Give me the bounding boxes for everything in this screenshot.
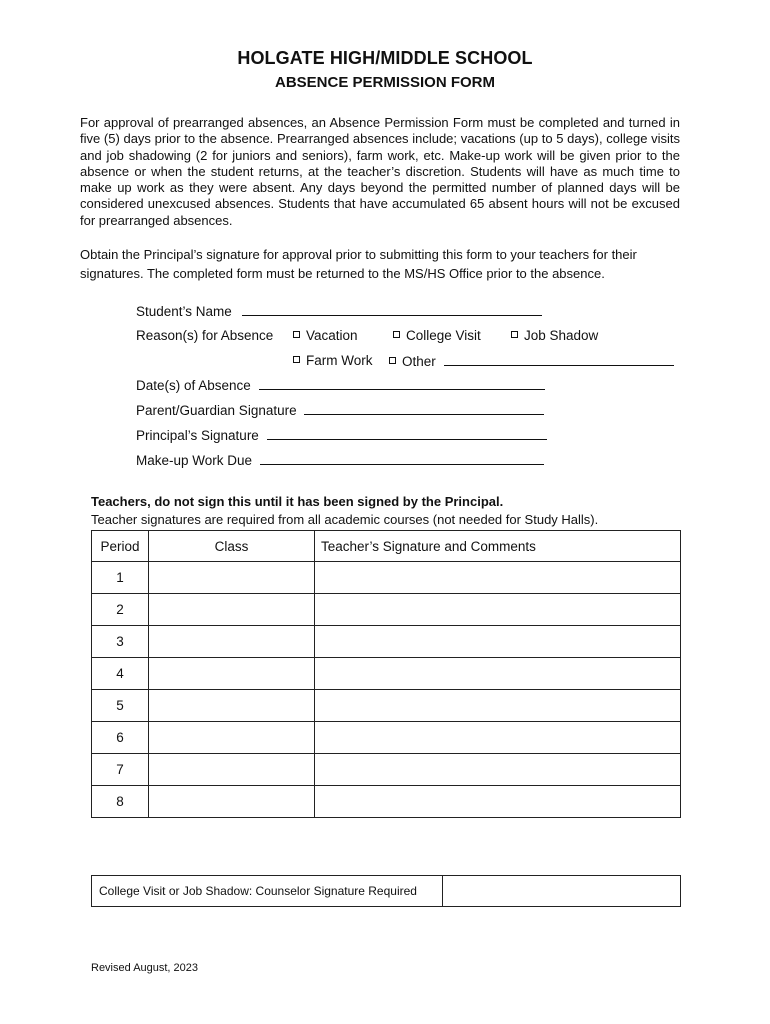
dates-field[interactable] [259,377,545,390]
principal-signature-label: Principal’s Signature [136,428,259,443]
table-row [92,562,681,594]
revision-date: Revised August, 2023 [91,962,199,974]
table-header-row [92,531,681,562]
period-cell: 6 [92,722,149,754]
signature-header: Teacher’s Signature and Comments [315,531,681,562]
class-cell[interactable] [149,562,315,594]
principal-signature-field[interactable] [267,427,547,440]
table-row [92,626,681,658]
counselor-row [92,876,681,907]
vacation-label: Vacation [306,328,358,343]
reason-option-job-shadow[interactable] [511,328,598,343]
table-row [92,658,681,690]
parent-signature-field[interactable] [304,402,544,415]
other-checkbox[interactable] [389,357,396,364]
makeup-due-label: Make-up Work Due [136,453,253,468]
signature-cell[interactable] [315,786,681,818]
teacher-note: Teacher signatures are required from all academic courses (not needed for Study Halls). [91,512,599,527]
teacher-signature-table [91,530,681,818]
principal-instructions: Obtain the Principal’s signature for approval prior to submitting this form to your teachers for their signatures. The completed form must be returned to the MS/HS Office prior to the absence. [80,247,637,281]
table-row [92,754,681,786]
period-cell: 7 [92,754,149,786]
parent-signature-label: Parent/Guardian Signature [136,403,297,418]
period-cell: 8 [92,786,149,818]
other-reason-field[interactable] [444,353,674,366]
table-row [92,786,681,818]
signature-cell[interactable] [315,626,681,658]
counselor-label: College Visit or Job Shadow: Counselor Signature Required [92,876,443,907]
counselor-signature-table [91,875,681,907]
instructions-paragraph: For approval of prearranged absences, an Absence Permission Form must be completed and turned in five (5) days prior to the absence. Prearranged absences include; vacations (up to 5 days), college visits and job shadowing (2 for juniors and seniors), farm work, etc. Make-up work will be given prior to the absence or when the student returns, at the teacher’s discretion. Students will have as much time to make up work as they were absent. Any days beyond the permitted number of planned days will be considered unexcused absences. Students that have accumulated 65 absent hours will not be excused for prearranged absences. [80,115,680,228]
principal-signature-row [136,427,547,443]
college-visit-label: College Visit [406,328,481,343]
signature-cell[interactable] [315,754,681,786]
student-name-row [136,303,542,319]
period-header: Period [92,531,149,562]
signature-cell[interactable] [315,658,681,690]
reason-label: Reason(s) for Absence [136,328,274,343]
period-cell: 4 [92,658,149,690]
period-cell: 5 [92,690,149,722]
student-name-field[interactable] [242,303,542,316]
class-cell[interactable] [149,722,315,754]
class-cell[interactable] [149,754,315,786]
farm-work-checkbox[interactable] [293,356,300,363]
job-shadow-checkbox[interactable] [511,331,518,338]
job-shadow-label: Job Shadow [524,328,599,343]
school-title: HOLGATE HIGH/MIDDLE SCHOOL [237,48,533,68]
parent-signature-row [136,402,544,418]
table-row [92,690,681,722]
other-label: Other [402,354,436,369]
makeup-due-field[interactable] [260,452,544,465]
signature-cell[interactable] [315,722,681,754]
table-row [92,594,681,626]
farm-work-label: Farm Work [306,353,373,368]
class-header: Class [149,531,315,562]
table-row [92,722,681,754]
vacation-checkbox[interactable] [293,331,300,338]
signature-cell[interactable] [315,562,681,594]
dates-label: Date(s) of Absence [136,378,251,393]
form-title: ABSENCE PERMISSION FORM [274,74,496,91]
reason-option-college-visit[interactable] [393,328,481,343]
signature-cell[interactable] [315,690,681,722]
makeup-due-row [136,452,544,468]
college-visit-checkbox[interactable] [393,331,400,338]
signature-cell[interactable] [315,594,681,626]
class-cell[interactable] [149,594,315,626]
class-cell[interactable] [149,658,315,690]
period-cell: 3 [92,626,149,658]
period-cell: 2 [92,594,149,626]
reason-option-vacation[interactable] [293,328,358,343]
dates-row [136,377,545,393]
reason-option-farm-work[interactable] [293,353,373,368]
class-cell[interactable] [149,626,315,658]
reason-option-other[interactable] [389,353,674,369]
class-cell[interactable] [149,786,315,818]
counselor-signature-field[interactable] [443,876,681,907]
class-cell[interactable] [149,690,315,722]
teacher-warning: Teachers, do not sign this until it has been signed by the Principal. [91,494,504,509]
student-name-label: Student’s Name [136,304,232,319]
period-cell: 1 [92,562,149,594]
